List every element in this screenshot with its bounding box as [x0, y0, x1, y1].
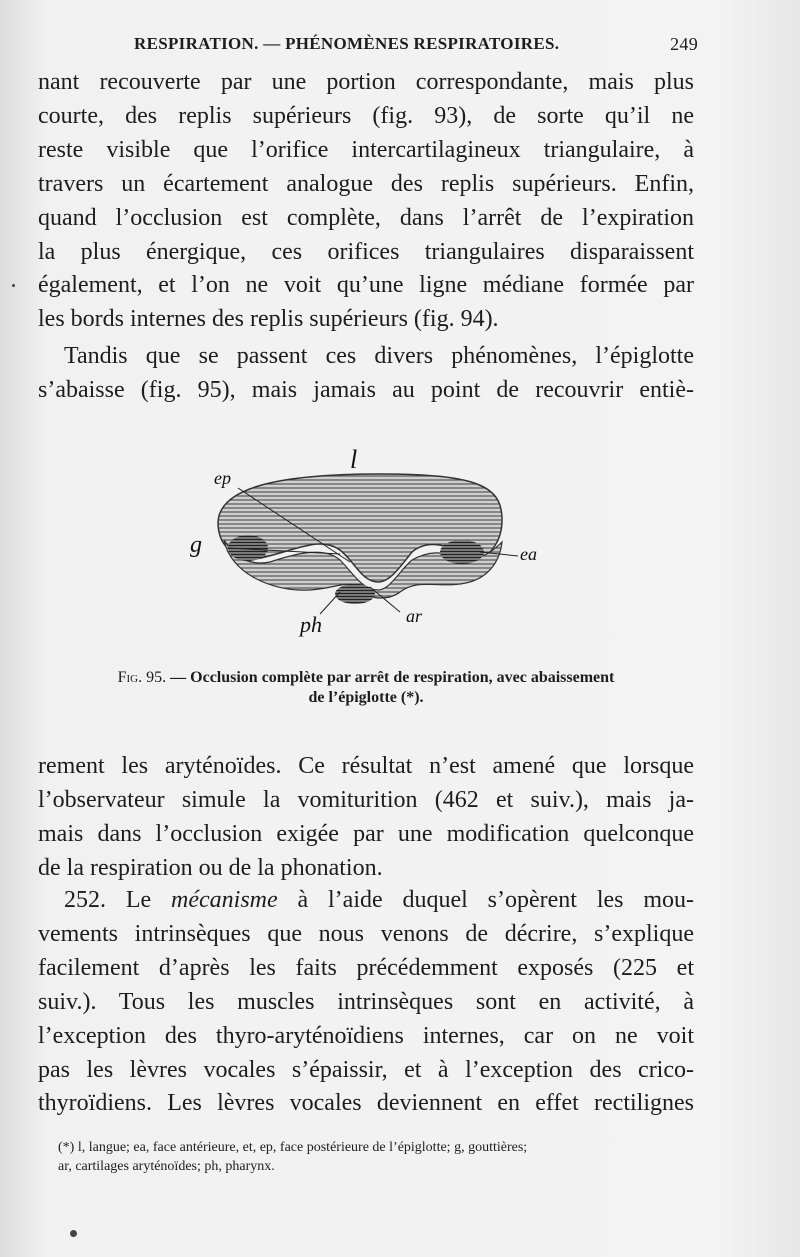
footnote-line-1: (*) l, langue; ea, face antérieure, et, ep, face postérieure de l’épiglotte; g, gouttières;: [58, 1140, 528, 1155]
caption-line-1: — Occlusion complète par arrêt de respiration, avec abaissement: [170, 669, 615, 686]
text-line: mais dans l’occlusion exigée par une modification quelconque: [38, 820, 694, 847]
page-number: 249: [670, 34, 698, 54]
text-line: [38, 884, 694, 918]
label-ea: ea: [520, 544, 537, 564]
text-fragment: à l’aide duquel s’opèrent les mou-: [277, 887, 694, 913]
text-line: les bords internes des replis supérieurs (fig. 94).: [38, 306, 499, 333]
text-line: thyroïdiens. Les lèvres vocales deviennent en effet rectilignes: [38, 1090, 694, 1117]
text-line: facilement d’après les faits précédemment exposés (225 et: [38, 954, 694, 981]
running-title: RESPIRATION. — PHÉNOMÈNES RESPIRATOIRES.: [134, 34, 560, 53]
label-l: l: [350, 445, 358, 474]
paragraph-aryteno: [38, 750, 694, 886]
text-line: nant recouverte par une portion correspondante, mais plus: [38, 69, 694, 95]
text-line: reste visible que l’orifice intercartilagineux triangulaire, à: [38, 136, 694, 163]
label-ep: ep: [214, 468, 231, 488]
text-line: l’exception des thyro-aryténoïdiens internes, car on ne voit: [38, 1022, 694, 1049]
figure-caption: [38, 668, 694, 708]
footnote: [58, 1138, 698, 1176]
text-line: s’abaisse (fig. 95), mais jamais au point de recouvrir entiè-: [38, 376, 694, 403]
ink-speck: [12, 284, 15, 287]
ink-speck: [70, 1230, 77, 1237]
page-header: [38, 34, 698, 58]
text-line: rement les aryténoïdes. Ce résultat n’est amené que lorsque: [38, 753, 694, 779]
text-line: suiv.). Tous les muscles intrinsèques sont en activité, à: [38, 988, 694, 1015]
pharynx-shape: [335, 584, 375, 604]
paragraph-252: [38, 884, 694, 1121]
text-line: pas les lèvres vocales s’épaissir, et à l’exception des crico-: [38, 1056, 694, 1083]
text-line: l’observateur simule la vomiturition (462 et suiv.), mais ja-: [38, 786, 694, 813]
italic-term: mécanisme: [171, 887, 278, 913]
paragraph-number: 252. Le: [64, 887, 172, 913]
text-line: également, et l’on ne voit qu’une ligne médiane formée par: [38, 272, 694, 299]
text-line: de la respiration ou de la phonation.: [38, 854, 383, 881]
figure-number: Fig. 95.: [117, 669, 167, 686]
text-line: vements intrinsèques que nous venons de décrire, s’explique: [38, 920, 694, 947]
text-line: travers un écartement analogue des replis supérieurs. Enfin,: [38, 170, 694, 197]
text-line: Tandis que se passent ces divers phénomènes, l’épiglotte: [64, 343, 694, 369]
label-ar: ar: [406, 606, 423, 626]
figure-95-illustration: [190, 442, 570, 642]
label-ph: ph: [300, 612, 322, 637]
label-g: g: [190, 532, 202, 558]
footnote-line-2: ar, cartilages aryténoïdes; ph, pharynx.: [58, 1159, 275, 1174]
paragraph-continuation: [38, 66, 694, 337]
text-line: quand l’occlusion est complète, dans l’arrêt de l’expiration: [38, 204, 694, 231]
paragraph-epiglotte: [38, 340, 694, 408]
caption-line-2: de l’épiglotte (*).: [308, 689, 424, 706]
text-line: courte, des replis supérieurs (fig. 93), de sorte qu’il ne: [38, 102, 694, 129]
right-groove-shape: [440, 540, 484, 564]
text-line: la plus énergique, ces orifices triangulaires disparaissent: [38, 238, 694, 265]
